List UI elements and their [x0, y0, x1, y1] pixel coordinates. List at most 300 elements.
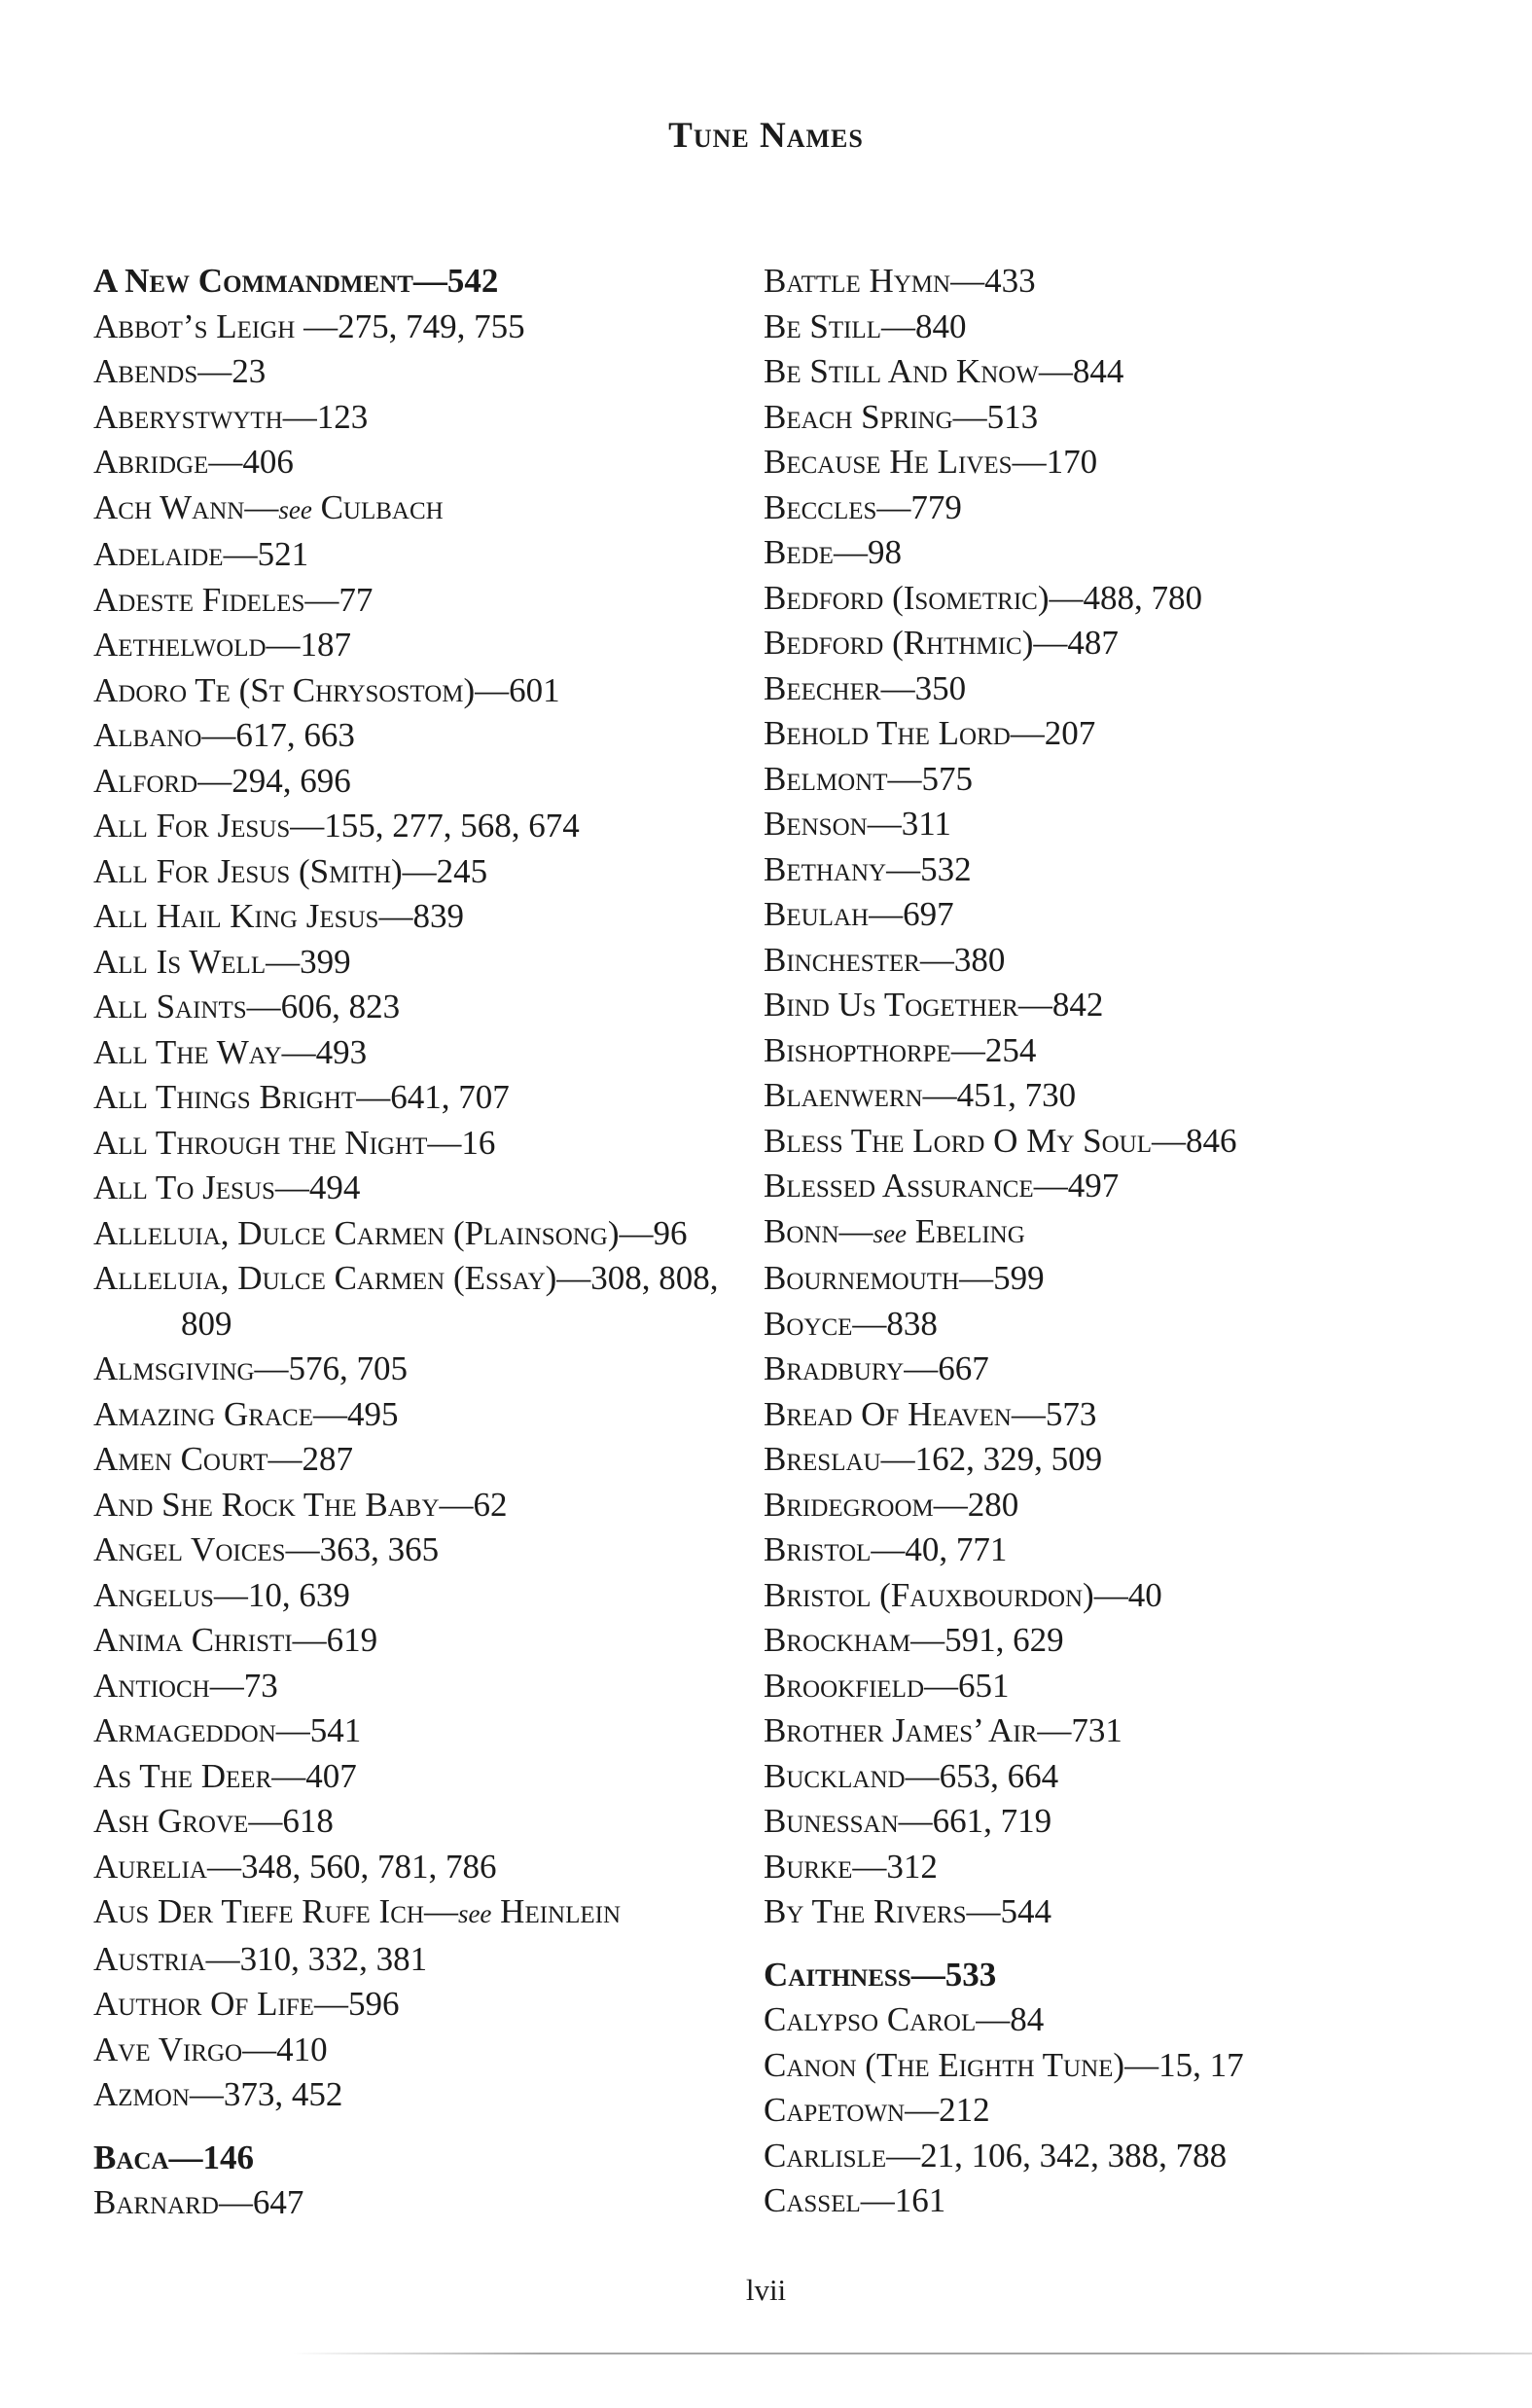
- hymn-numbers: 495: [346, 1394, 399, 1433]
- index-entry: [93, 713, 765, 759]
- tune-name: All Is Well: [93, 942, 267, 981]
- tune-name: Abbot’s Leigh: [93, 306, 304, 345]
- hymn-numbers: 15, 17: [1158, 2045, 1244, 2084]
- index-entry: [93, 1845, 765, 1890]
- hymn-numbers: 842: [1051, 986, 1104, 1024]
- entry-dash: —: [209, 1666, 244, 1705]
- tune-name: Bunessan: [764, 1802, 899, 1840]
- index-entry: [93, 532, 765, 578]
- index-entry: [764, 938, 1444, 984]
- index-entry: [764, 2178, 1444, 2224]
- tune-name: All Through the Night: [93, 1123, 428, 1162]
- hymn-numbers: 98: [867, 533, 902, 571]
- entry-dash: —: [282, 397, 317, 436]
- tune-name: Bishopthorpe: [764, 1030, 951, 1069]
- entry-dash: —: [271, 1756, 306, 1795]
- hymn-numbers: 294, 696: [232, 761, 351, 800]
- entry-dash: —: [213, 1575, 248, 1614]
- hymn-numbers: 162, 329, 509: [914, 1440, 1103, 1478]
- tune-name: Buckland: [764, 1756, 906, 1795]
- tune-name: Breslau: [764, 1440, 881, 1478]
- index-entry: [93, 849, 765, 895]
- index-entry: [764, 1256, 1444, 1302]
- hymn-numbers: 697: [903, 895, 954, 933]
- index-entry: [93, 1527, 765, 1573]
- index-entry: [93, 395, 765, 441]
- entry-dash: —: [274, 1168, 309, 1206]
- hymn-numbers: 532: [920, 849, 972, 888]
- hymn-numbers: 287: [302, 1440, 353, 1478]
- index-entry: [764, 259, 1444, 305]
- hymn-numbers: 779: [910, 487, 962, 526]
- entry-dash: —: [1012, 443, 1047, 481]
- hymn-numbers: 62: [473, 1485, 508, 1524]
- hymn-numbers: 619: [326, 1621, 378, 1659]
- hymn-numbers: 591, 629: [944, 1621, 1064, 1659]
- tune-name: Azmon: [93, 2075, 190, 2113]
- index-entry: [93, 2028, 765, 2073]
- hymn-numbers: 846: [1185, 1121, 1237, 1160]
- entry-dash: —: [427, 1123, 462, 1162]
- entry-dash: —: [1124, 2045, 1159, 2084]
- hymn-numbers: 348, 560, 781, 786: [240, 1847, 497, 1886]
- hymn-numbers: 146: [202, 2138, 255, 2176]
- hymn-numbers: 731: [1071, 1711, 1122, 1749]
- hymn-numbers: 601: [509, 670, 560, 709]
- hymn-numbers: 245: [436, 851, 488, 890]
- entry-dash: —: [905, 2091, 940, 2129]
- index-entry: [764, 1527, 1444, 1573]
- index-entry: [764, 1664, 1444, 1709]
- index-entry: [764, 1209, 1444, 1257]
- entry-dash: —: [904, 1349, 939, 1387]
- index-entry: [764, 1392, 1444, 1438]
- tune-name: Armageddon: [93, 1711, 276, 1749]
- entry-dash: —: [867, 805, 902, 843]
- hymn-numbers: 399: [300, 942, 351, 981]
- entry-dash: —: [976, 2000, 1011, 2038]
- entry-dash: —: [933, 1485, 968, 1524]
- index-entry: [764, 395, 1444, 441]
- index-entry: [93, 1483, 765, 1528]
- hymn-numbers: 617, 663: [235, 716, 355, 754]
- hymn-numbers: 596: [347, 1985, 400, 2023]
- tune-name: Capetown: [764, 2091, 906, 2129]
- index-entry: [93, 668, 765, 714]
- entry-dash: —: [924, 1666, 959, 1705]
- hymn-numbers: 606, 823: [280, 988, 401, 1025]
- hymn-numbers: 544: [1000, 1892, 1052, 1930]
- index-entry: [764, 2043, 1444, 2089]
- tune-name: Almsgiving: [93, 1349, 255, 1387]
- index-entry: [764, 1028, 1444, 1074]
- entry-dash: —: [412, 262, 447, 300]
- tune-name: Adoro Te (St Chrysostom): [93, 670, 476, 709]
- entry-dash: —: [1017, 986, 1052, 1024]
- tune-name: Brother James’ Air: [764, 1711, 1038, 1749]
- hymn-numbers: 406: [242, 443, 294, 481]
- index-entry: [764, 1799, 1444, 1845]
- tune-name: Bethany: [764, 849, 887, 888]
- entry-dash: —: [852, 1847, 887, 1886]
- page-title: Tune Names: [668, 116, 864, 156]
- tune-name: Cassel: [764, 2181, 861, 2219]
- index-entry: [93, 1799, 765, 1845]
- index-entry: [764, 440, 1444, 485]
- entry-dash: —: [869, 895, 904, 933]
- index-entry: [764, 576, 1444, 622]
- hymn-numbers: 513: [986, 397, 1039, 436]
- entry-dash: —: [285, 1530, 320, 1568]
- entry-dash: —: [292, 1621, 327, 1659]
- entry-dash: —: [1011, 1394, 1046, 1433]
- tune-name: Bristol (Fauxbourdon): [764, 1575, 1094, 1614]
- hymn-numbers: 618: [282, 1802, 334, 1840]
- entry-dash: —: [905, 1756, 940, 1795]
- tune-name: Aberystwyth: [93, 397, 283, 436]
- index-entry: [93, 1166, 765, 1211]
- tune-name: As The Deer: [93, 1756, 272, 1795]
- entry-dash: —: [952, 397, 987, 436]
- entry-dash: —: [852, 1304, 887, 1343]
- entry-dash: —: [619, 1213, 654, 1252]
- entry-dash: —: [168, 2138, 203, 2176]
- see-reference-label: see: [873, 1218, 907, 1248]
- index-entry: [93, 578, 765, 624]
- hymn-numbers: 212: [939, 2091, 990, 2129]
- entry-dash: —: [959, 1259, 994, 1297]
- hymn-numbers: 275, 749, 755: [338, 306, 525, 345]
- tune-name: Brookfield: [764, 1666, 925, 1705]
- entry-dash: —: [423, 1892, 458, 1930]
- index-entry: [764, 1573, 1444, 1619]
- hymn-numbers: 494: [308, 1168, 361, 1206]
- entry-dash: —: [267, 1440, 303, 1478]
- entry-dash: —: [242, 2030, 277, 2068]
- entry-dash: —: [189, 2075, 224, 2113]
- tune-name: Aurelia: [93, 1847, 207, 1886]
- tune-name: Blaenwern: [764, 1076, 923, 1114]
- index-entry: [764, 1845, 1444, 1890]
- entry-dash: —: [1033, 624, 1068, 662]
- index-entry: [764, 1302, 1444, 1348]
- index-entry: [764, 666, 1444, 712]
- tune-name: All For Jesus (Smith): [93, 851, 403, 890]
- entry-dash: —: [402, 851, 437, 890]
- hymn-numbers: 40, 771: [905, 1530, 1008, 1568]
- index-entry: [93, 894, 765, 940]
- entry-dash: —: [898, 1802, 933, 1840]
- tune-name: Ash Grove: [93, 1802, 249, 1840]
- hymn-numbers: 661, 719: [932, 1802, 1052, 1840]
- hymn-numbers: 10, 639: [247, 1575, 350, 1614]
- index-entry: [764, 1889, 1444, 1935]
- entry-dash: —: [880, 306, 915, 345]
- hymn-numbers: 254: [984, 1030, 1037, 1069]
- hymn-numbers: 433: [984, 262, 1036, 300]
- hymn-numbers: 40: [1127, 1575, 1162, 1614]
- tune-name: Brockham: [764, 1621, 911, 1659]
- entry-dash: —: [876, 487, 911, 526]
- tune-name: Blessed Assurance: [764, 1167, 1034, 1204]
- tune-name: Beecher: [764, 668, 881, 707]
- entry-dash: —: [303, 306, 338, 345]
- index-entry: [764, 1073, 1444, 1119]
- tune-name: Bind Us Together: [764, 986, 1018, 1024]
- tune-name: Bournemouth: [764, 1259, 960, 1297]
- index-entry: [93, 940, 765, 986]
- entry-dash: —: [1038, 352, 1073, 390]
- tune-name: Barnard: [93, 2183, 219, 2221]
- tune-name: Bridegroom: [764, 1485, 934, 1524]
- index-entry: [93, 1708, 765, 1754]
- hymn-numbers: 647: [252, 2183, 304, 2221]
- tune-name: Carlisle: [764, 2136, 887, 2174]
- entry-dash: —: [919, 940, 954, 979]
- index-entry: [93, 2180, 765, 2226]
- entry-dash: —: [833, 533, 868, 571]
- hymn-numbers: 576, 705: [288, 1349, 409, 1387]
- tune-name: Bread Of Heaven: [764, 1394, 1012, 1433]
- index-entry: [764, 2134, 1444, 2179]
- entry-dash: —: [1033, 1167, 1068, 1204]
- entry-dash: —: [950, 262, 985, 300]
- entry-dash: —: [556, 1259, 591, 1297]
- index-entry: [93, 623, 765, 668]
- entry-dash: —: [218, 2183, 253, 2221]
- entry-dash: —: [1049, 578, 1084, 617]
- hymn-numbers: 573: [1045, 1394, 1097, 1433]
- hymn-numbers: 488, 780: [1083, 578, 1202, 617]
- index-entry: [93, 1392, 765, 1438]
- index-entry: [93, 1664, 765, 1709]
- tune-name: Aethelwold: [93, 626, 267, 664]
- entry-dash: —: [254, 1349, 289, 1387]
- tune-name: Beccles: [764, 487, 877, 526]
- entry-dash: —: [1010, 714, 1045, 752]
- hymn-numbers: 77: [338, 580, 374, 619]
- entry-dash: —: [266, 626, 301, 664]
- index-entry: [764, 1754, 1444, 1800]
- tune-name: Alleluia, Dulce Carmen (Plainsong): [93, 1213, 620, 1252]
- entry-dash: —: [290, 807, 325, 845]
- index-entry: [93, 349, 765, 395]
- tune-name: Angel Voices: [93, 1530, 286, 1568]
- entry-dash: —: [201, 716, 236, 754]
- tune-name: Albano: [93, 716, 202, 754]
- tune-name: Adeste Fideles: [93, 580, 305, 619]
- index-entry: [764, 1997, 1444, 2043]
- index-section-head: [764, 1953, 1444, 1998]
- hymn-numbers: 21, 106, 342, 388, 788: [920, 2136, 1228, 2174]
- hymn-numbers: 373, 452: [223, 2075, 343, 2113]
- index-entry: [93, 1754, 765, 1800]
- entry-dash: —: [313, 1985, 348, 2023]
- index-entry: [93, 1121, 765, 1167]
- tune-name: Alford: [93, 761, 198, 800]
- section-gap: [764, 1935, 1444, 1953]
- index-entry: [93, 1573, 765, 1619]
- index-entry: [93, 1075, 765, 1121]
- entry-dash: —: [922, 1076, 957, 1114]
- tune-name: Canon (The Eighth Tune): [764, 2045, 1125, 2084]
- entry-dash: —: [356, 1078, 391, 1116]
- entry-dash: —: [886, 849, 921, 888]
- see-reference-target: Culbach: [311, 487, 444, 526]
- hymn-numbers: 96: [653, 1213, 688, 1252]
- tune-name: Be Still And Know: [764, 352, 1039, 390]
- hymn-numbers: 310, 332, 381: [239, 1939, 428, 1978]
- hymn-numbers: 653, 664: [939, 1756, 1059, 1795]
- entry-dash: —: [860, 2181, 895, 2219]
- entry-dash: —: [197, 761, 232, 800]
- index-entry: [93, 1030, 765, 1076]
- index-entry: [93, 1347, 765, 1392]
- index-entry: [764, 1164, 1444, 1209]
- tune-name: Abridge: [93, 443, 209, 481]
- tune-name: Behold The Lord: [764, 714, 1011, 752]
- scan-edge-line: [292, 2353, 1532, 2354]
- tune-name: Bedford (Rhthmic): [764, 624, 1034, 662]
- entry-dash: —: [886, 2136, 921, 2174]
- index-entry: [764, 757, 1444, 803]
- entry-dash: —: [248, 1802, 283, 1840]
- entry-dash: —: [838, 1211, 873, 1250]
- hymn-numbers: 651: [958, 1666, 1010, 1705]
- hymn-numbers: 541: [309, 1711, 362, 1749]
- index-column-right: [764, 259, 1444, 2224]
- hymn-numbers: 380: [953, 940, 1006, 979]
- entry-dash: —: [244, 487, 279, 526]
- hymn-numbers: 407: [305, 1756, 357, 1795]
- index-entry: [764, 847, 1444, 893]
- tune-name: Belmont: [764, 759, 888, 798]
- hymn-numbers: 838: [886, 1304, 938, 1343]
- hymn-numbers: 187: [300, 626, 352, 664]
- entry-dash: —: [378, 897, 413, 935]
- tune-name: Benson: [764, 805, 868, 843]
- hymn-numbers: 497: [1067, 1167, 1120, 1204]
- entry-dash: —: [880, 668, 915, 707]
- hymn-numbers: 363, 365: [319, 1530, 440, 1568]
- tune-name: Anima Christi: [93, 1621, 293, 1659]
- entry-dash: —: [871, 1530, 906, 1568]
- hymn-numbers: 840: [914, 306, 967, 345]
- index-entry: [93, 2072, 765, 2118]
- index-entry: [93, 1889, 765, 1937]
- index-column-left: [93, 259, 765, 2226]
- hymn-numbers: 123: [316, 397, 369, 436]
- hymn-numbers: 207: [1044, 714, 1096, 752]
- tune-name: All Things Bright: [93, 1078, 357, 1116]
- entry-dash: —: [246, 988, 281, 1025]
- tune-name: Beulah: [764, 895, 870, 933]
- entry-dash: —: [205, 1939, 240, 1978]
- page-number: lvii: [745, 2273, 787, 2307]
- hymn-numbers: 84: [1010, 2000, 1045, 2038]
- index-entry: [93, 1211, 765, 1257]
- entry-dash: —: [475, 670, 510, 709]
- index-entry: [764, 1437, 1444, 1483]
- entry-dash: —: [275, 1711, 310, 1749]
- tune-name: Aus Der Tiefe Rufe Ich: [93, 1892, 424, 1930]
- index-entry: [93, 1618, 765, 1664]
- see-reference-target: Ebeling: [907, 1211, 1025, 1250]
- index-entry: [764, 349, 1444, 395]
- index-entry: [764, 1347, 1444, 1392]
- index-entry: [764, 1119, 1444, 1165]
- tune-name: All Hail King Jesus: [93, 897, 379, 935]
- tune-name: Angelus: [93, 1575, 214, 1614]
- section-gap: [93, 2118, 765, 2136]
- entry-dash: —: [281, 1032, 316, 1071]
- index-entry: [93, 1256, 765, 1347]
- entry-dash: —: [966, 1892, 1001, 1930]
- tune-name: Bede: [764, 533, 834, 571]
- tune-name: Baca: [93, 2138, 169, 2176]
- index-entry: [93, 759, 765, 805]
- index-entry: [764, 530, 1444, 576]
- entry-dash: —: [880, 1440, 915, 1478]
- tune-name: Amazing Grace: [93, 1394, 313, 1433]
- tune-name: Alleluia, Dulce Carmen (Essay): [93, 1259, 557, 1297]
- index-entry: [93, 440, 765, 485]
- tune-name: Bristol: [764, 1530, 872, 1568]
- tune-name: Bedford (Isometric): [764, 578, 1050, 617]
- hymn-numbers: 312: [886, 1847, 938, 1886]
- index-entry: [93, 485, 765, 533]
- hymn-numbers: 667: [938, 1349, 989, 1387]
- index-entry: [93, 985, 765, 1030]
- tune-name: Battle Hymn: [764, 262, 951, 300]
- index-section-head: [93, 2136, 765, 2181]
- tune-name: Abends: [93, 352, 198, 390]
- tune-name: Bonn: [764, 1211, 839, 1250]
- entry-dash: —: [266, 942, 301, 981]
- index-entry: [93, 1982, 765, 2028]
- tune-name: Ach Wann: [93, 487, 245, 526]
- tune-name: Binchester: [764, 940, 920, 979]
- index-entry: [93, 305, 765, 350]
- entry-dash: —: [1037, 1711, 1072, 1749]
- hymn-numbers: 493: [315, 1032, 368, 1071]
- index-entry: [764, 2088, 1444, 2134]
- index-entry: [764, 1708, 1444, 1754]
- hymn-numbers: 308, 808, 809: [181, 1259, 719, 1343]
- tune-name: All For Jesus: [93, 807, 291, 845]
- entry-dash: —: [206, 1847, 241, 1886]
- index-entry: [764, 1618, 1444, 1664]
- entry-dash: —: [312, 1394, 347, 1433]
- entry-dash: —: [910, 1955, 945, 1994]
- index-entry: [93, 804, 765, 849]
- hymn-numbers: 641, 707: [390, 1078, 510, 1116]
- see-reference-target: Heinlein: [491, 1892, 622, 1930]
- tune-name: Be Still: [764, 306, 881, 345]
- hymn-numbers: 575: [921, 759, 973, 798]
- hymn-numbers: 161: [894, 2181, 946, 2219]
- entry-dash: —: [950, 1030, 985, 1069]
- tune-name: Bless The Lord O My Soul: [764, 1121, 1152, 1160]
- index-entry: [764, 711, 1444, 757]
- entry-dash: —: [1151, 1121, 1186, 1160]
- tune-name: Ave Virgo: [93, 2030, 243, 2068]
- hymn-numbers: 487: [1067, 624, 1119, 662]
- hymn-numbers: 73: [243, 1666, 278, 1705]
- index-entry: [764, 305, 1444, 350]
- hymn-numbers: 16: [461, 1123, 496, 1162]
- tune-name: Because He Lives: [764, 443, 1013, 481]
